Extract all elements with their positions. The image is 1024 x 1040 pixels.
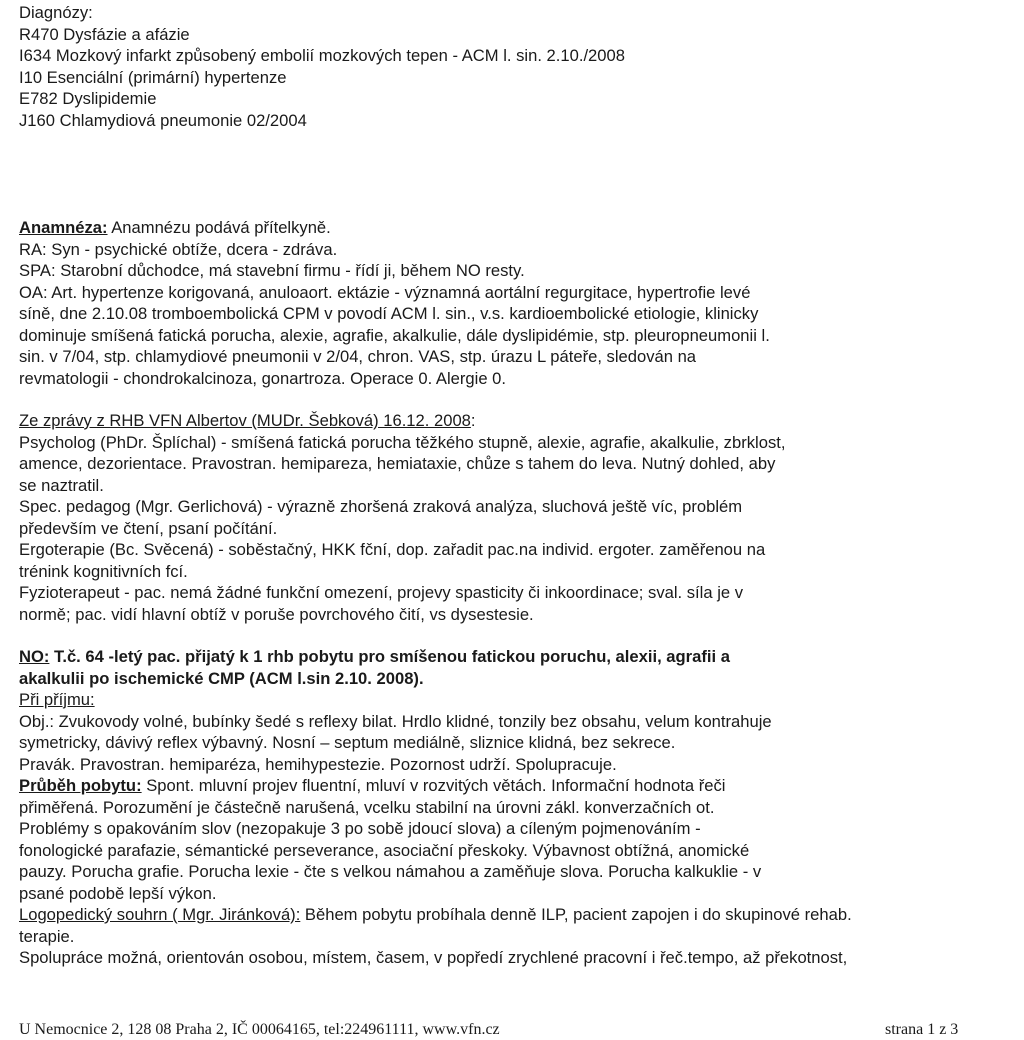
rhb-report-line: Ergoterapie (Bc. Svěcená) - soběstačný, HKK fční, dop. zařadit pac.na individ. ergoter. zaměřenou na [19, 540, 766, 559]
course-label: Průběh pobytu: [19, 776, 142, 795]
rhb-report-line: amence, dezorientace. Pravostran. hemipareza, hemiataxie, chůze s tahem do leva. Nutný dohled, aby [19, 454, 776, 473]
course-first: Spont. mluvní projev fluentní, mluví v rozvitých větách. Informační hodnota řeči [141, 776, 726, 795]
course-line: psané podobě lepší výkon. [19, 883, 217, 903]
course-line: fonologické parafazie, sémantické perseverance, asociační přeskoky. Výbavnost obtížná, anomické [19, 840, 750, 860]
no-label: NO: [19, 647, 50, 666]
rhb-report-section [19, 410, 1021, 625]
exam-line: symetricky, dávivý reflex výbavný. Nosní – septum mediálně, sliznice klidná, bez sekrece. [19, 733, 676, 752]
anamnesis-line: RA: Syn - psychické obtíže, dcera - zdráva. [19, 239, 338, 259]
diagnoses-heading: Diagnózy: [19, 3, 93, 22]
diagnosis-item: I10 Esenciální (primární) hypertenze [19, 67, 287, 87]
anamnesis-line: revmatologii - chondrokalcinoza, gonartroza. Operace 0. Alergie 0. [19, 368, 507, 388]
page-number: strana 1 z 3 [885, 1021, 959, 1038]
rhb-report-line: Psycholog (PhDr. Šplíchal) - smíšená fatická porucha těžkého stupně, alexie, agrafie, akalkulie, zbrklost, [19, 432, 786, 452]
anamnesis-line: SPA: Starobní důchodce, má stavební firmu - řídí ji, během NO resty. [19, 261, 525, 280]
course-line: přiměřená. Porozumění je částečně narušená, vcelku stabilní na úrovni zákl. konverzačních ot. [19, 797, 715, 817]
rhb-report-heading-line [19, 410, 1021, 432]
anamnesis-intro: Anamnézu podává přítelkyně. [107, 218, 331, 237]
anamnesis-line: sin. v 7/04, stp. chlamydiové pneumonii v 2/04, chron. VAS, stp. úrazu L páteře, sledován na [19, 347, 697, 366]
exam-line: Obj.: Zvukovody volné, bubínky šedé s reflexy bilat. Hrdlo klidné, tonzily bez obsahu, velum kontrahuje [19, 711, 772, 731]
logopedic-first: Během pobytu probíhala denně ILP, pacient zapojen i do skupinové rehab. [300, 905, 852, 924]
no-text-1: T.č. 64 -letý pac. přijatý k 1 rhb pobytu pro smíšenou fatickou poruchu, alexii, agrafii a [49, 647, 730, 666]
logopedic-first-line [19, 904, 1021, 926]
logopedic-label: Logopedický souhrn ( Mgr. Jiránková): [19, 905, 301, 924]
rhb-report-line: Fyzioterapeut - pac. nemá žádné funkční omezení, projevy spasticity či inkoordinace; sval. síla je v [19, 583, 744, 602]
no-line-1 [19, 646, 1021, 668]
rhb-report-line: normě; pac. vidí hlavní obtíž v poruše povrchového čití, vs dysestesie. [19, 604, 534, 624]
admission-section [19, 646, 1021, 969]
diagnosis-item: I634 Mozkový infarkt způsobený embolií mozkových tepen - ACM l. sin. 2.10./2008 [19, 46, 625, 65]
anamnesis-line: OA: Art. hypertenze korigovaná, anuloaort. ektázie - významná aortální regurgitace, hypertrofie levé [19, 282, 751, 302]
anamnesis-line: síně, dne 2.10.08 tromboembolická CPM v povodí ACM l. sin., v.s. kardioembolické etiologie, klinicky [19, 304, 759, 323]
rhb-report-line: především ve čtení, psaní počítání. [19, 518, 278, 538]
anamnesis-section [19, 217, 1021, 389]
anamnesis-line: dominuje smíšená fatická porucha, alexie, agrafie, akalkulie, dále dyslipidémie, stp. pleuropneumonii l. [19, 325, 770, 345]
diagnoses-section [19, 2, 1021, 131]
anamnesis-label: Anamnéza: [19, 218, 108, 237]
at-admission-label: Při příjmu: [19, 690, 95, 709]
course-line: Problémy s opakováním slov (nezopakuje 3 po sobě jdoucí slova) a cíleným pojmenováním - [19, 819, 701, 838]
course-first-line [19, 775, 1021, 797]
anamnesis-intro-line [19, 217, 1021, 239]
logopedic-line: Spolupráce možná, orientován osobou, místem, časem, v popředí zrychlené pracovní i řeč.tempo, až překotnost, [19, 948, 848, 967]
footer-address: U Nemocnice 2, 128 08 Praha 2, IČ 00064165, tel:224961111, www.vfn.cz [19, 1021, 500, 1038]
rhb-report-heading-colon: : [470, 411, 476, 430]
rhb-report-heading: Ze zprávy z RHB VFN Albertov (MUDr. Šebková) 16.12. 2008 [19, 411, 471, 430]
no-line-2: akalkulii po ischemické CMP (ACM l.sin 2.10. 2008). [19, 668, 424, 688]
exam-line: Pravák. Pravostran. hemiparéza, hemihypestezie. Pozornost udrží. Spolupracuje. [19, 754, 617, 774]
diagnosis-item: J160 Chlamydiová pneumonie 02/2004 [19, 110, 307, 130]
document-page [19, 2, 1021, 969]
diagnosis-item: E782 Dyslipidemie [19, 89, 157, 108]
diagnosis-item: R470 Dysfázie a afázie [19, 24, 190, 44]
rhb-report-line: trénink kognitivních fcí. [19, 561, 188, 581]
logopedic-line: terapie. [19, 926, 75, 946]
course-line: pauzy. Porucha grafie. Porucha lexie - čte s velkou námahou a zaměňuje slova. Porucha kalkuklie - v [19, 862, 762, 881]
rhb-report-line: se naztratil. [19, 475, 104, 495]
rhb-report-line: Spec. pedagog (Mgr. Gerlichová) - výrazně zhoršená zraková analýza, sluchová ještě víc, problém [19, 497, 743, 516]
